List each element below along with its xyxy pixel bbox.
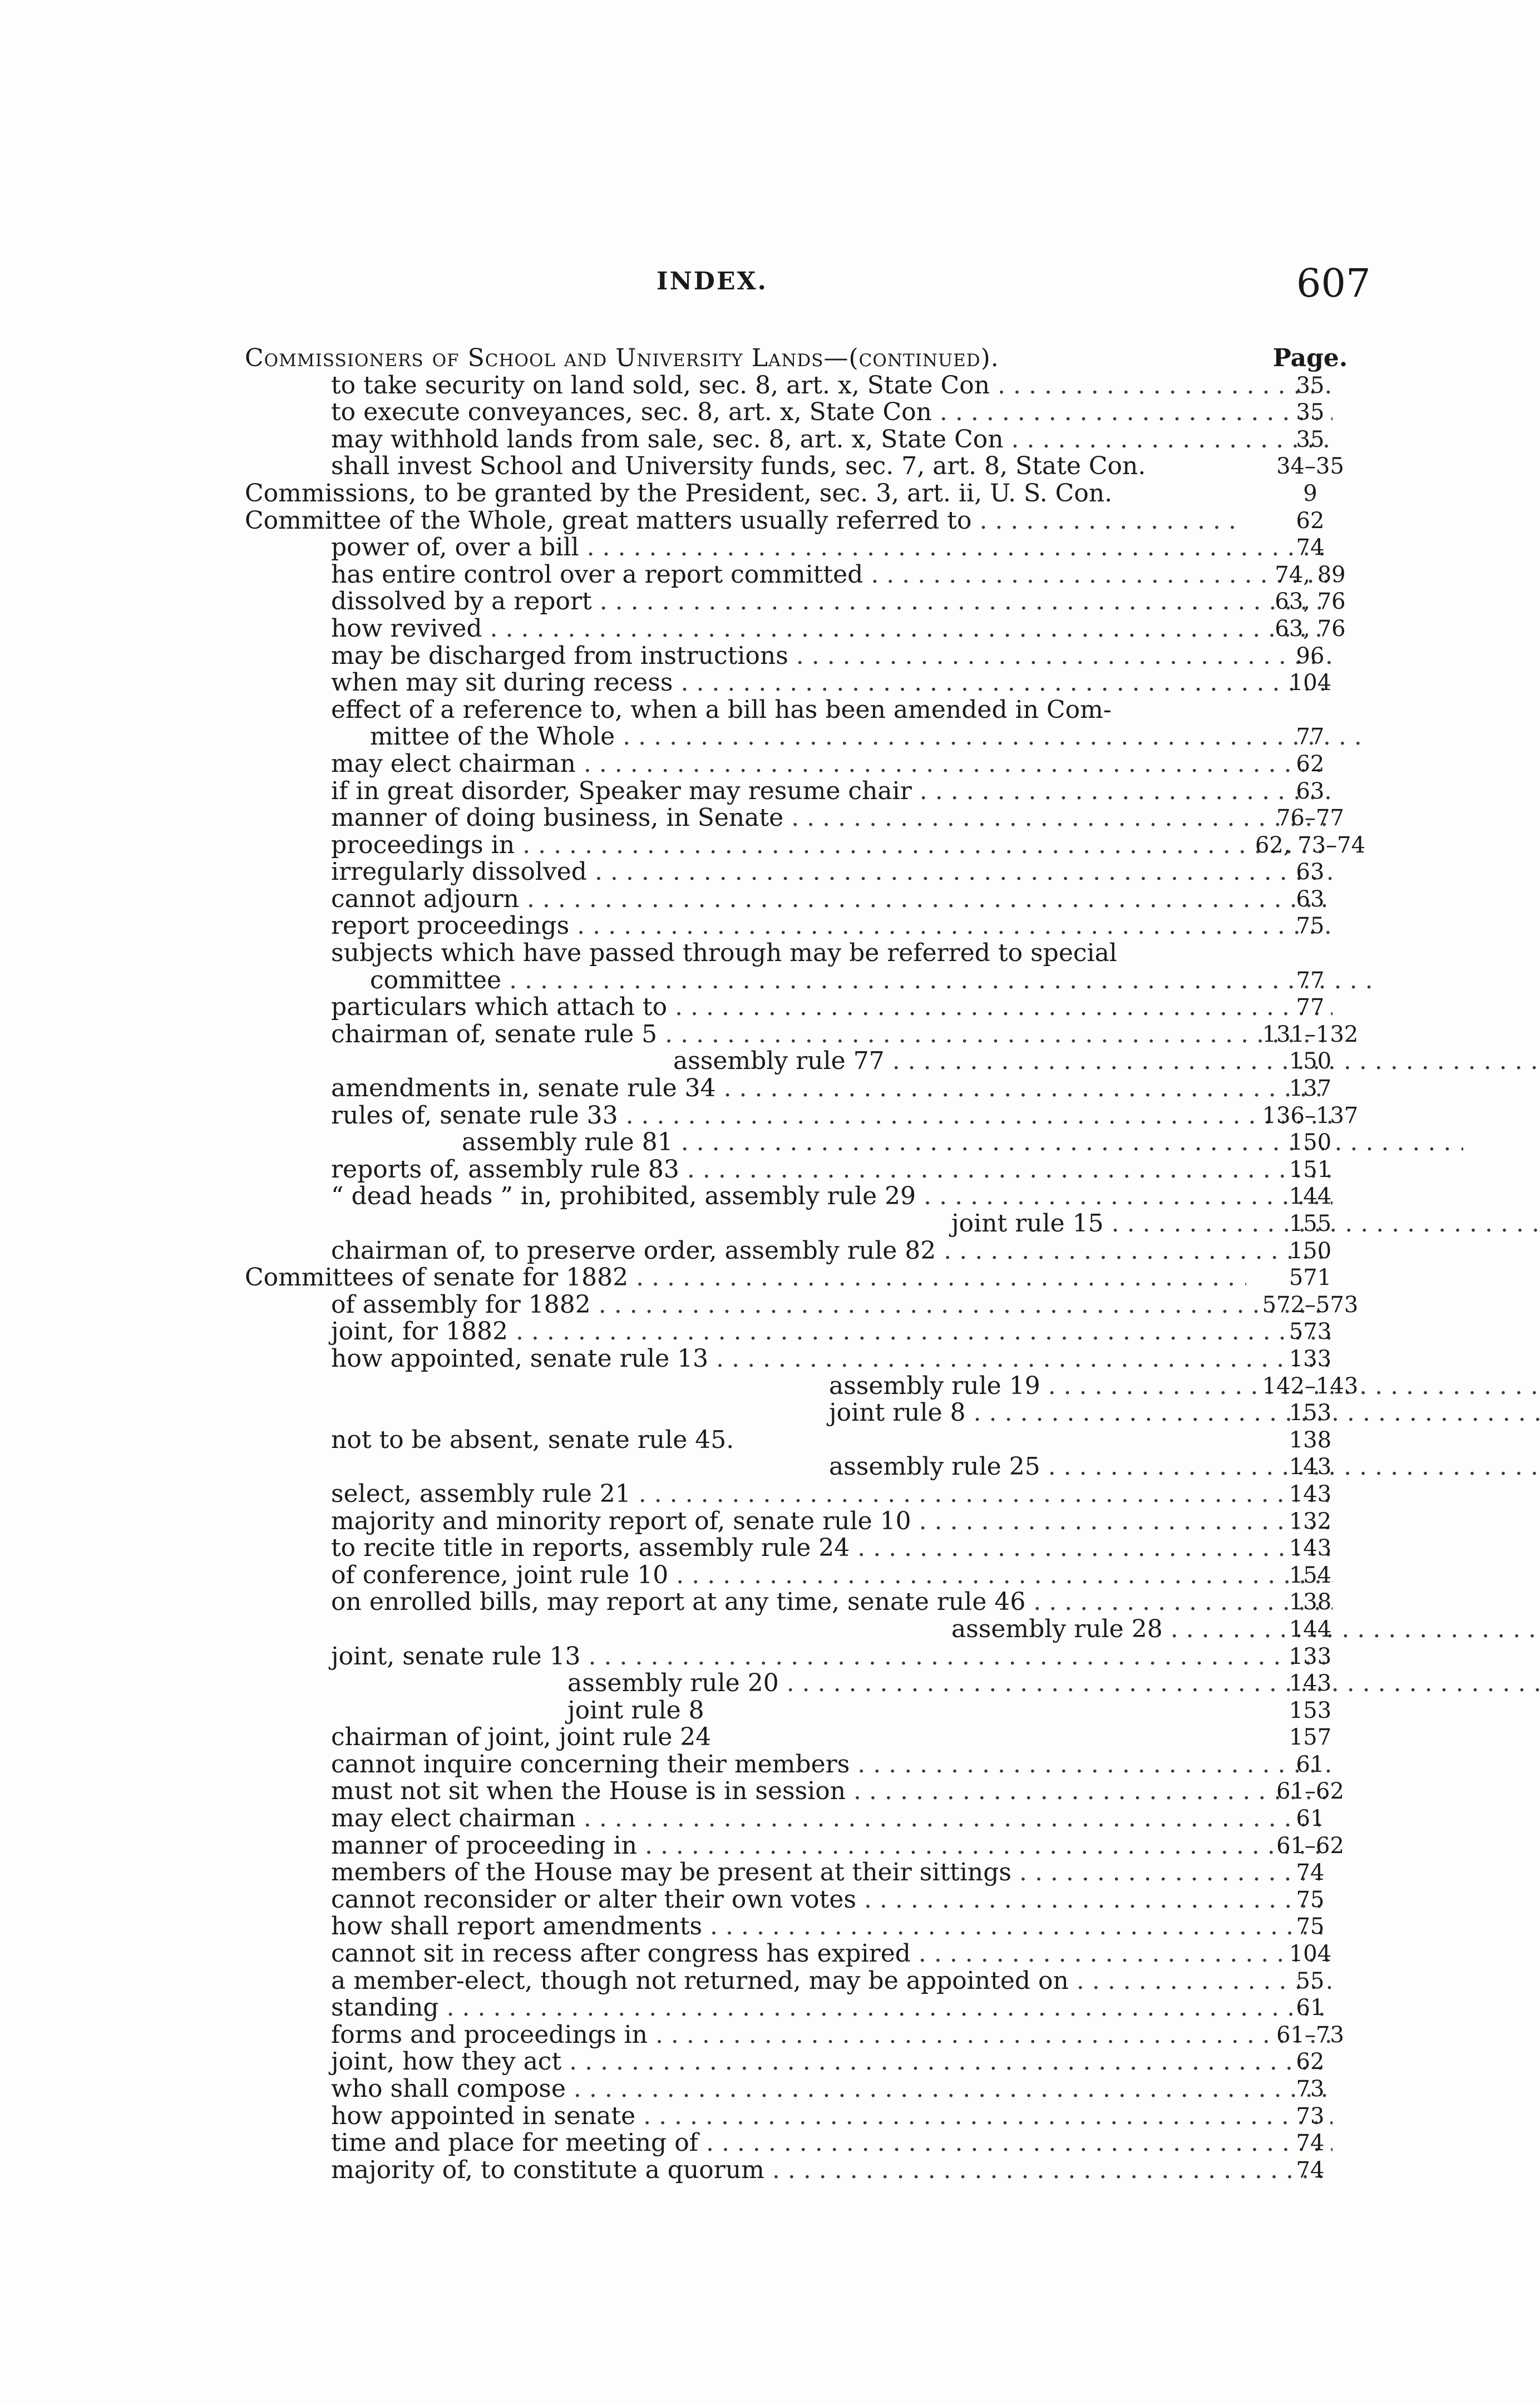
entry-text: effect of a reference to, when a bill has been amended in Com-	[331, 696, 1112, 724]
entry-text: who shall compose . . .	[245, 2076, 1332, 2103]
entry-text: may withhold lands from sale, sec. 8, art. x, State Con . . .	[245, 426, 1332, 454]
index-entry	[245, 2130, 1374, 2157]
entry-text: dissolved by a report . . .	[245, 588, 1332, 615]
entry-page-ref: 74	[1296, 2130, 1325, 2156]
index-entry-main	[245, 508, 1374, 535]
entry-page-ref: 76–77	[1276, 805, 1344, 831]
entry-text: time and place for meeting of . . .	[245, 2130, 1332, 2157]
entry-page-ref: 61–62	[1276, 1832, 1344, 1859]
index-entry	[245, 751, 1374, 778]
entry-page-ref: 142–143	[1262, 1373, 1359, 1399]
index-entry	[245, 832, 1374, 859]
entry-page-ref: 75	[1296, 1914, 1325, 1940]
entry-page-ref: 35	[1296, 400, 1325, 426]
index-entry-sub	[245, 1210, 1374, 1238]
index-entry	[245, 1724, 1374, 1751]
entry-page-ref: 35	[1296, 426, 1325, 452]
index-entry	[245, 2022, 1374, 2049]
entry-page-ref: 74	[1296, 2157, 1325, 2183]
entry-text: may elect chairman . . .	[245, 1805, 1332, 1832]
entry-text: select, assembly rule 21 . . .	[245, 1481, 1332, 1508]
entry-text: when may sit during recess . . .	[245, 669, 1332, 697]
index-entry	[245, 1805, 1374, 1832]
entry-text: chairman of joint, joint rule 24	[331, 1724, 712, 1751]
entry-page-ref: 75	[1296, 913, 1325, 939]
index-entry-sub	[245, 1670, 1374, 1697]
entry-text: how appointed in senate . . .	[245, 2103, 1332, 2130]
entry-text: manner of doing business, in Senate . . .	[245, 805, 1332, 832]
entry-page-ref: 63	[1296, 778, 1325, 804]
entry-text: joint, senate rule 13 . . .	[245, 1643, 1332, 1671]
entry-text: shall invest School and University funds, sec. 7, art. 8, State Con.	[331, 453, 1146, 480]
index-entry	[245, 697, 1374, 724]
index-entry	[245, 615, 1374, 643]
index-entry	[245, 1968, 1374, 1995]
index-entry-sub	[245, 1048, 1374, 1075]
index-entry	[245, 1508, 1374, 1535]
index-entry-continued	[245, 967, 1374, 994]
entry-page-ref: 62	[1296, 2049, 1325, 2075]
entry-text: rules of, senate rule 33 . . .	[245, 1102, 1332, 1130]
index-entry-sub	[245, 1697, 1374, 1725]
entry-page-ref: 133	[1289, 1643, 1332, 1669]
entry-page-ref: 104	[1289, 1941, 1332, 1967]
index-entry	[245, 1535, 1374, 1562]
index-entry-sub	[245, 1400, 1374, 1427]
entry-text: subjects which have passed through may be referred to special	[331, 940, 1117, 967]
entry-text: irregularly dissolved . . .	[245, 859, 1332, 886]
entry-page-ref: 74, 89	[1275, 561, 1346, 588]
entry-text: power of, over a bill . . .	[245, 534, 1332, 561]
entry-page-ref: 155	[1289, 1211, 1332, 1237]
index-entry	[245, 913, 1374, 940]
entry-page-ref: 151	[1289, 1156, 1332, 1183]
entry-page-ref: 133	[1289, 1346, 1332, 1372]
entry-page-ref: 74	[1296, 1860, 1325, 1886]
index-entry	[245, 859, 1374, 886]
entry-text: cannot inquire concerning their members . . .	[245, 1751, 1332, 1779]
index-entry	[245, 1940, 1374, 1968]
index-entry	[245, 1075, 1374, 1102]
entry-text: joint rule 15 . . .	[245, 1210, 1540, 1238]
entry-text: Commissions, to be granted by the President, sec. 3, art. ii, U. S. Con.	[245, 480, 1113, 508]
entry-text: must not sit when the House is in session . . .	[245, 1778, 1332, 1805]
index-entry	[245, 1832, 1374, 1860]
entry-text: members of the House may be present at their sittings . . .	[245, 1859, 1332, 1886]
index-entry	[245, 1481, 1374, 1508]
index-entry	[245, 643, 1374, 670]
index-entry	[245, 1238, 1374, 1265]
page-column-label: Page.	[1272, 344, 1348, 372]
entry-text: on enrolled bills, may report at any time, senate rule 46 . . .	[245, 1589, 1332, 1616]
entry-page-ref: 143	[1289, 1535, 1332, 1561]
index-entry	[245, 534, 1374, 561]
index-entry	[245, 588, 1374, 615]
entry-page-ref: 61–62	[1276, 1779, 1344, 1805]
entry-page-ref: 153	[1289, 1400, 1332, 1426]
entry-text: joint rule 8	[567, 1697, 704, 1725]
index-entry	[245, 399, 1374, 426]
entry-page-ref: 55	[1296, 1968, 1325, 1994]
entry-text: mittee of the Whole . . .	[245, 723, 1371, 751]
entry-text: if in great disorder, Speaker may resume chair . . .	[245, 778, 1332, 805]
entry-text: “ dead heads ” in, prohibited, assembly rule 29 . . .	[245, 1183, 1332, 1210]
entry-page-ref: 143	[1289, 1454, 1332, 1480]
entry-text: how appointed, senate rule 13 . . .	[245, 1346, 1332, 1373]
entry-text: assembly rule 20 . . .	[245, 1670, 1540, 1697]
index-entry-sub	[245, 1616, 1374, 1643]
entry-page-ref: 63	[1296, 859, 1325, 885]
entry-page-ref: 77	[1296, 994, 1325, 1021]
entry-text: Committees of senate for 1882 . . .	[245, 1264, 1246, 1292]
index-entry	[245, 1021, 1374, 1048]
index-entry	[245, 1994, 1374, 2022]
entry-page-ref: 137	[1289, 1076, 1332, 1102]
index-entry	[245, 1562, 1374, 1589]
index-entry	[245, 886, 1374, 913]
entry-page-ref: 144	[1289, 1184, 1332, 1210]
entry-page-ref: 143	[1289, 1671, 1332, 1697]
entry-page-ref: 73	[1296, 2103, 1325, 2129]
entry-text: forms and proceedings in . . .	[245, 2022, 1332, 2049]
entry-text: to take security on land sold, sec. 8, art. x, State Con . . .	[245, 372, 1332, 400]
index-entry	[245, 1183, 1374, 1210]
entry-page-ref: 132	[1289, 1508, 1332, 1534]
index-entry	[245, 2048, 1374, 2076]
entry-page-ref: 63	[1296, 886, 1325, 912]
entry-page-ref: 77	[1296, 724, 1325, 750]
entry-page-ref: 157	[1289, 1725, 1332, 1751]
index-entry	[245, 372, 1374, 400]
entry-text: cannot adjourn . . .	[245, 886, 1332, 913]
entry-page-ref: 9	[1303, 480, 1317, 506]
entry-page-ref: 74	[1296, 535, 1325, 561]
entry-page-ref: 61	[1296, 1751, 1325, 1777]
index-entry	[245, 1427, 1374, 1454]
entry-page-ref: 73	[1296, 2076, 1325, 2102]
entry-text: assembly rule 28 . . .	[245, 1616, 1540, 1643]
continued-heading: Commissioners of School and University Lands—(continued).	[245, 345, 999, 372]
entry-page-ref: 143	[1289, 1481, 1332, 1507]
index-entry	[245, 1346, 1374, 1373]
entry-text: cannot sit in recess after congress has expired . . .	[245, 1940, 1332, 1968]
entry-text: committee . . .	[245, 967, 1371, 994]
entry-text: amendments in, senate rule 34 . . .	[245, 1075, 1332, 1102]
entry-text: chairman of, to preserve order, assembly rule 82 . . .	[245, 1238, 1332, 1265]
entry-text: assembly rule 81 . . .	[245, 1129, 1463, 1156]
entry-text: may elect chairman . . .	[245, 751, 1332, 778]
index-column	[245, 345, 1374, 2184]
entry-page-ref: 62	[1296, 508, 1325, 534]
entry-page-ref: 63, 76	[1275, 589, 1346, 615]
entry-text: joint, for 1882 . . .	[245, 1318, 1332, 1346]
index-entry	[245, 805, 1374, 832]
index-entry	[245, 1156, 1374, 1184]
entry-text: how shall report amendments . . .	[245, 1913, 1332, 1940]
index-entry	[245, 1643, 1374, 1671]
index-entry-continued	[245, 723, 1374, 751]
entry-text: assembly rule 77 . . .	[245, 1048, 1540, 1075]
index-entry	[245, 426, 1374, 454]
entry-text: of conference, joint rule 10 . . .	[245, 1562, 1332, 1589]
index-entry-sub	[245, 1454, 1374, 1481]
page-number: 607	[1296, 260, 1371, 306]
index-entry	[245, 453, 1374, 480]
entry-text: manner of proceeding in . . .	[245, 1832, 1332, 1860]
index-entry-sub	[245, 1373, 1374, 1400]
index-entry	[245, 2103, 1374, 2130]
index-entry	[245, 1913, 1374, 1940]
entry-page-ref: 154	[1289, 1562, 1332, 1588]
entry-text: joint, how they act . . .	[245, 2048, 1332, 2076]
entry-page-ref: 75	[1296, 1886, 1325, 1913]
entry-text: not to be absent, senate rule 45.	[331, 1426, 734, 1454]
index-entry	[245, 994, 1374, 1021]
entry-text: of assembly for 1882 . . .	[245, 1292, 1332, 1319]
index-entry	[245, 1589, 1374, 1616]
entry-page-ref: 96	[1296, 643, 1325, 669]
running-head	[0, 260, 1540, 312]
entry-page-ref: 136–137	[1262, 1102, 1359, 1129]
entry-page-ref: 153	[1289, 1697, 1332, 1723]
entry-text: cannot reconsider or alter their own votes . . .	[245, 1886, 1332, 1914]
entry-text: reports of, assembly rule 83 . . .	[245, 1156, 1332, 1184]
index-entry	[245, 1886, 1374, 1914]
entry-page-ref: 77	[1296, 967, 1325, 993]
index-entry-main	[245, 1264, 1374, 1292]
entry-text: Committee of the Whole, great matters usually referred to . . .	[245, 508, 1246, 535]
index-entry	[245, 1102, 1374, 1130]
entry-page-ref: 138	[1289, 1589, 1332, 1615]
entry-page-ref: 573	[1289, 1319, 1332, 1345]
entry-page-ref: 104	[1289, 670, 1332, 696]
entry-page-ref: 62	[1296, 751, 1325, 777]
entry-page-ref: 138	[1289, 1427, 1332, 1453]
running-head-title: INDEX.	[657, 267, 768, 295]
entry-text: assembly rule 25 . . .	[245, 1454, 1540, 1481]
entry-page-ref: 150	[1289, 1238, 1332, 1264]
entry-text: a member-elect, though not returned, may be appointed on . . .	[245, 1968, 1332, 1995]
entry-page-ref: 61	[1296, 1806, 1325, 1832]
index-entry	[245, 2076, 1374, 2103]
entry-text: proceedings in . . .	[245, 832, 1332, 859]
entry-page-ref: 571	[1289, 1265, 1332, 1291]
entry-text: may be discharged from instructions . . .	[245, 643, 1332, 670]
entry-text: assembly rule 19 . . .	[245, 1373, 1540, 1400]
entry-page-ref: 150	[1289, 1048, 1332, 1075]
index-entry	[245, 1751, 1374, 1779]
entry-text: standing . . .	[245, 1994, 1332, 2022]
entry-page-ref: 572–573	[1262, 1292, 1359, 1318]
entry-text: majority and minority report of, senate rule 10 . . .	[245, 1508, 1332, 1535]
index-entry	[245, 1859, 1374, 1886]
entry-page-ref: 61	[1296, 1995, 1325, 2021]
entry-text: majority of, to constitute a quorum . . .	[245, 2157, 1332, 2184]
entry-text: to recite title in reports, assembly rule 24 . . .	[245, 1535, 1332, 1562]
index-entry	[245, 940, 1374, 967]
index-entry	[245, 561, 1374, 589]
entry-text: particulars which attach to . . .	[245, 994, 1332, 1021]
index-entry	[245, 2157, 1374, 2184]
entry-text: to execute conveyances, sec. 8, art. x, State Con . . .	[245, 399, 1332, 426]
index-entry	[245, 669, 1374, 697]
entry-page-ref: 63, 76	[1275, 615, 1346, 642]
entry-page-ref: 150	[1289, 1130, 1332, 1156]
entry-page-ref: 144	[1289, 1616, 1332, 1642]
entry-page-ref: 61–73	[1276, 2022, 1344, 2048]
entry-text: joint rule 8 . . .	[245, 1400, 1540, 1427]
index-heading-row	[245, 345, 1374, 372]
index-entry	[245, 1318, 1374, 1346]
index-entry	[245, 778, 1374, 805]
entry-text: chairman of, senate rule 5 . . .	[245, 1021, 1332, 1048]
index-entry	[245, 1778, 1374, 1805]
entry-page-ref: 131–132	[1262, 1021, 1359, 1047]
entry-text: has entire control over a report committed . . .	[245, 561, 1332, 589]
index-entry	[245, 1292, 1374, 1319]
index-entry-sub	[245, 1129, 1374, 1156]
entry-page-ref: 62, 73–74	[1255, 832, 1366, 858]
entry-page-ref: 34–35	[1276, 454, 1344, 480]
entry-text: report proceedings . . .	[245, 913, 1332, 940]
index-entry-main	[245, 480, 1374, 508]
entry-page-ref: 35	[1296, 372, 1325, 398]
entry-text: how revived . . .	[245, 615, 1332, 643]
